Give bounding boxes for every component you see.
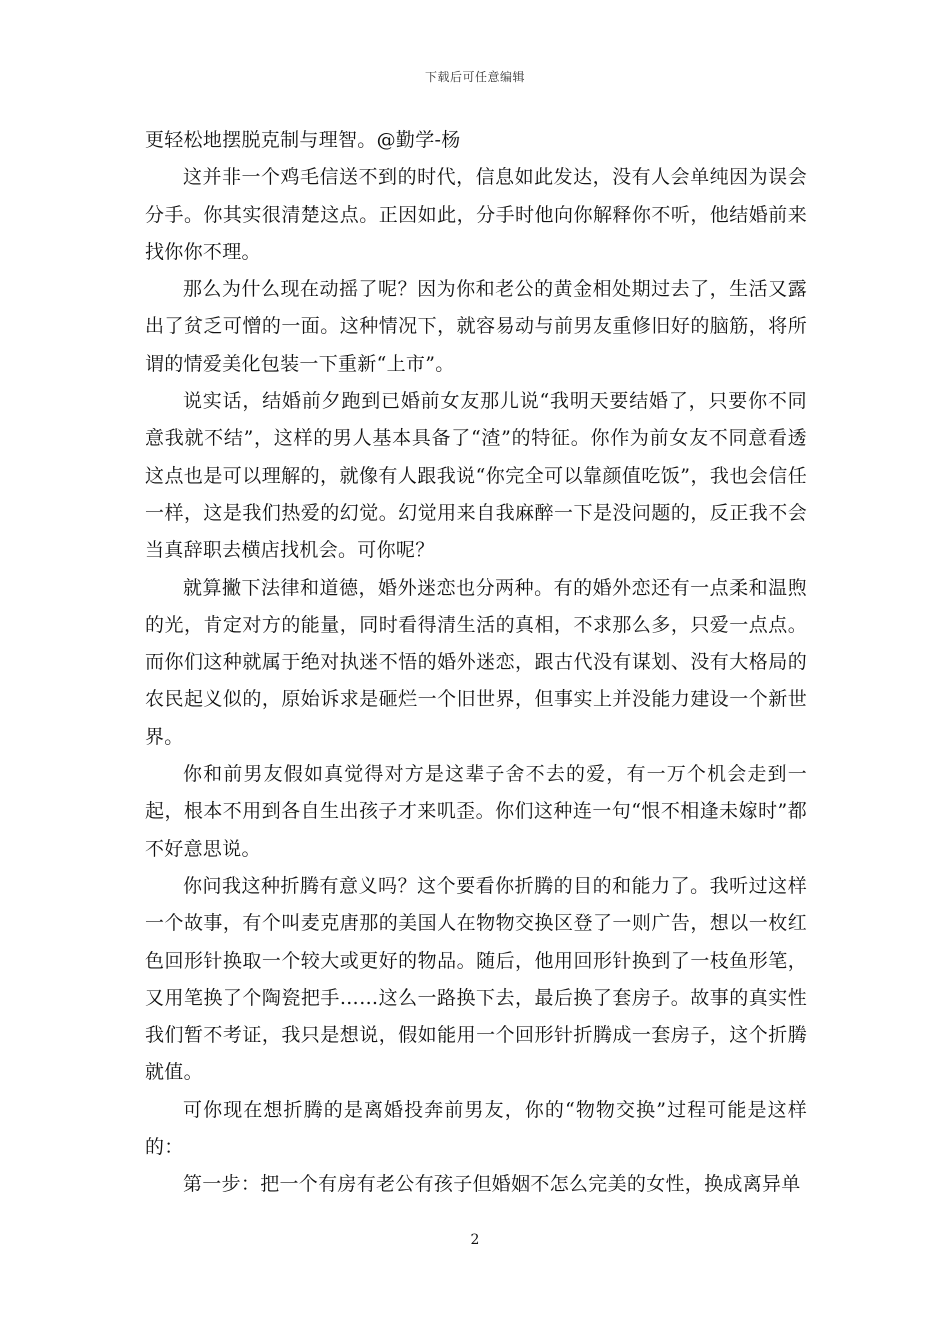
paragraph: 更轻松地摆脱克制与理智。@勤学-杨	[145, 129, 461, 151]
page-header: 下载后可任意编辑	[424, 70, 525, 84]
paragraph: 那么为什么现在动摇了呢？因为你和老公的黄金相处期过去了，生活又露出了贫乏可憎的一面。这种情况下，就容易动与前男友重修旧好的脑筋，将所谓的情爱美化包装一下重新“上市”。	[145, 278, 807, 375]
paragraph: 就算撇下法律和道德，婚外迷恋也分两种。有的婚外恋还有一点柔和温煦的光，肯定对方的能量，同时看得清生活的真相，不求那么多，只爱一点点。而你们这种就属于绝对执迷不悟的婚外迷恋，跟古代没有谋划、没有大格局的农民起义似的，原始诉求是砸烂一个旧世界，但事实上并没能力建设一个新世界。	[145, 576, 807, 748]
paragraph: 你和前男友假如真觉得对方是这辈子舍不去的爱，有一万个机会走到一起，根本不用到各自生出孩子才来叽歪。你们这种连一句“恨不相逢未嫁时”都不好意思说。	[145, 763, 807, 860]
document-body	[145, 122, 807, 1204]
paragraph: 第一步：把一个有房有老公有孩子但婚姻不怎么完美的女性，换成离异单	[183, 1173, 801, 1196]
paragraph: 你问我这种折腾有意义吗？这个要看你折腾的目的和能力了。我听过这样一个故事，有个叫麦克唐那的美国人在物物交换区登了一则广告，想以一枚红色回形针换取一个较大或更好的物品。随后，他用回形针换到了一枝鱼形笔，又用笔换了个陶瓷把手……这么一路换下去，最后换了套房子。故事的真实性我们暂不考证，我只是想说，假如能用一个回形针折腾成一套房子，这个折腾就值。	[145, 874, 807, 1084]
page-number: 2	[470, 1232, 480, 1248]
paragraph: 说实话，结婚前夕跑到已婚前女友那儿说“我明天要结婚了，只要你不同意我就不结”，这样的男人基本具备了“渣”的特征。你作为前女友不同意看透这点也是可以理解的，就像有人跟我说“你完全可以靠颜值吃饭”，我也会信任一样，这是我们热爱的幻觉。幻觉用来自我麻醉一下是没问题的，反正我不会当真辞职去横店找机会。可你呢？	[145, 390, 807, 562]
paragraph: 这并非一个鸡毛信送不到的时代，信息如此发达，没有人会单纯因为误会分手。你其实很清楚这点。正因如此，分手时他向你解释你不听，他结婚前来找你你不理。	[145, 166, 807, 263]
paragraph: 可你现在想折腾的是离婚投奔前男友，你的“物物交换”过程可能是这样的：	[145, 1098, 807, 1159]
